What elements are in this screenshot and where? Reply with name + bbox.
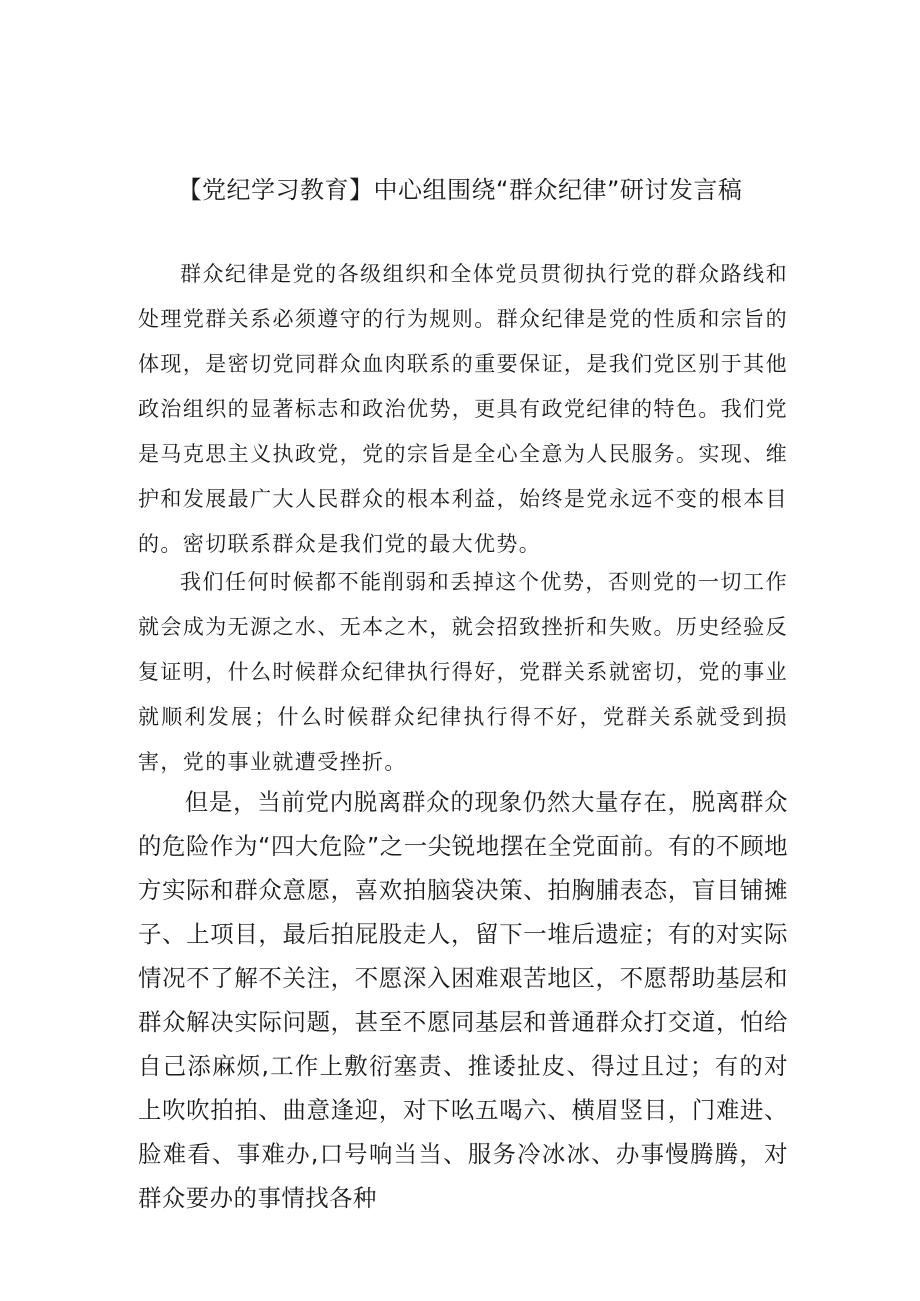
paragraph-1: 群众纪律是党的各级组织和全体党员贯彻执行党的群众路线和处理党群关系必须遵守的行为规则。群众纪律是党的性质和宗旨的体现，是密切党同群众血肉联系的重要保证，是我们党区别于其他政治组织的显著标志和政治优势，更具有政党纪律的特色。我们党是马克思主义执政党，党的宗旨是全心全意为人民服务。实现、维护和发展最广大人民群众的根本利益，始终是党永远不变的根本目的。密切联系群众是我们党的最大优势。 xyxy=(138,262,788,556)
paragraph-3: 但是，当前党内脱离群众的现象仍然大量存在，脱离群众的危险作为“四大危险”之一尖锐地摆在全党面前。有的不顾地方实际和群众意愿，喜欢拍脑袋决策、拍胸脯表态，盲目铺摊子、上项目，最后拍屁股走人，留下一堆后遗症；有的对实际情况不了解不关注，不愿深入困难艰苦地区，不愿帮助基层和群众解决实际问题，甚至不愿同基层和普通群众打交道，怕给自己添麻烦,工作上敷衍塞责、推诿扯皮、得过且过；有的对上吹吹拍拍、曲意逢迎，对下吆五喝六、横眉竖目，门难进、脸难看、事难办,口号响当当、服务冷冰冰、办事慢腾腾，对群众要办的事情找各种 xyxy=(138,788,788,1212)
document-title: 【党纪学习教育】中心组围绕“群众纪律”研讨发言稿 xyxy=(177,176,743,204)
paragraph-2: 我们任何时候都不能削弱和丢掉这个优势，否则党的一切工作就会成为无源之水、无本之木，就会招致挫折和失败。历史经验反复证明，什么时候群众纪律执行得好，党群关系就密切，党的事业就顺利发展；什么时候群众纪律执行得不好，党群关系就受到损害，党的事业就遭受挫折。 xyxy=(138,570,788,774)
